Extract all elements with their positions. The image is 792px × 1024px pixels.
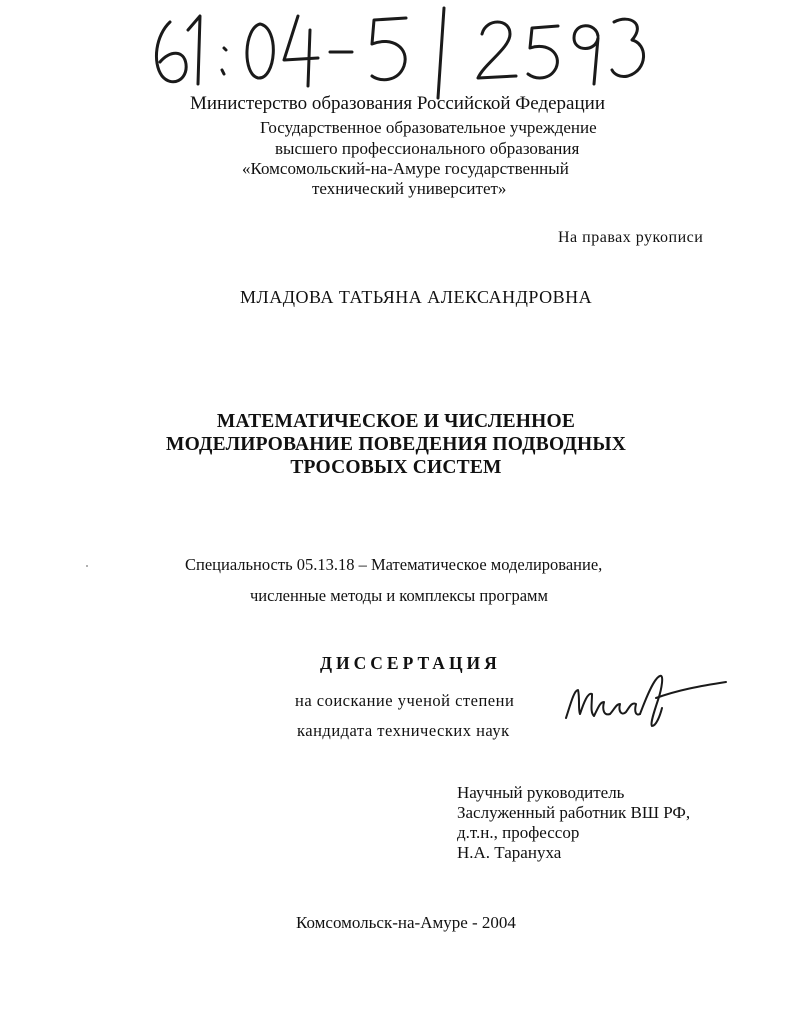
dissertation-title-line-3: ТРОСОВЫХ СИСТЕМ bbox=[290, 457, 502, 478]
supervisor-honor: Заслуженный работник ВШ РФ, bbox=[457, 803, 691, 822]
manuscript-rights-note: На правах рукописи bbox=[558, 229, 704, 246]
institution-line-4: технический университет» bbox=[312, 179, 507, 198]
supervisor-degree: д.т.н., профессор bbox=[457, 823, 580, 842]
scan-speck bbox=[86, 565, 88, 567]
institution-line-1: Государственное образовательное учреждение bbox=[260, 118, 597, 137]
handwritten-signature bbox=[560, 668, 730, 730]
author-name: МЛАДОВА ТАТЬЯНА АЛЕКСАНДРОВНА bbox=[240, 287, 593, 307]
dissertation-title-line-1: МАТЕМАТИЧЕСКОЕ И ЧИСЛЕННОЕ bbox=[216, 411, 576, 432]
handwritten-archive-number bbox=[148, 0, 648, 100]
dissertation-title-line-2: МОДЕЛИРОВАНИЕ ПОВЕДЕНИЯ ПОДВОДНЫХ bbox=[166, 434, 626, 455]
city-and-year: Комсомольск-на-Амуре - 2004 bbox=[296, 913, 516, 932]
institution-line-2: высшего профессионального образования bbox=[275, 139, 580, 158]
institution-line-3: «Комсомольский-на-Амуре государственный bbox=[242, 159, 569, 178]
document-type-heading: ДИССЕРТАЦИЯ bbox=[320, 653, 501, 673]
specialty-line-2: численные методы и комплексы программ bbox=[250, 586, 548, 605]
degree-line-1: на соискание ученой степени bbox=[295, 691, 515, 710]
degree-line-2: кандидата технических наук bbox=[297, 721, 510, 740]
supervisor-role: Научный руководитель bbox=[457, 783, 625, 802]
supervisor-name: Н.А. Тарануха bbox=[457, 843, 562, 862]
ministry-name: Министерство образования Российской Федерации bbox=[190, 93, 605, 114]
specialty-line-1: Специальность 05.13.18 – Математическое моделирование, bbox=[185, 555, 603, 574]
